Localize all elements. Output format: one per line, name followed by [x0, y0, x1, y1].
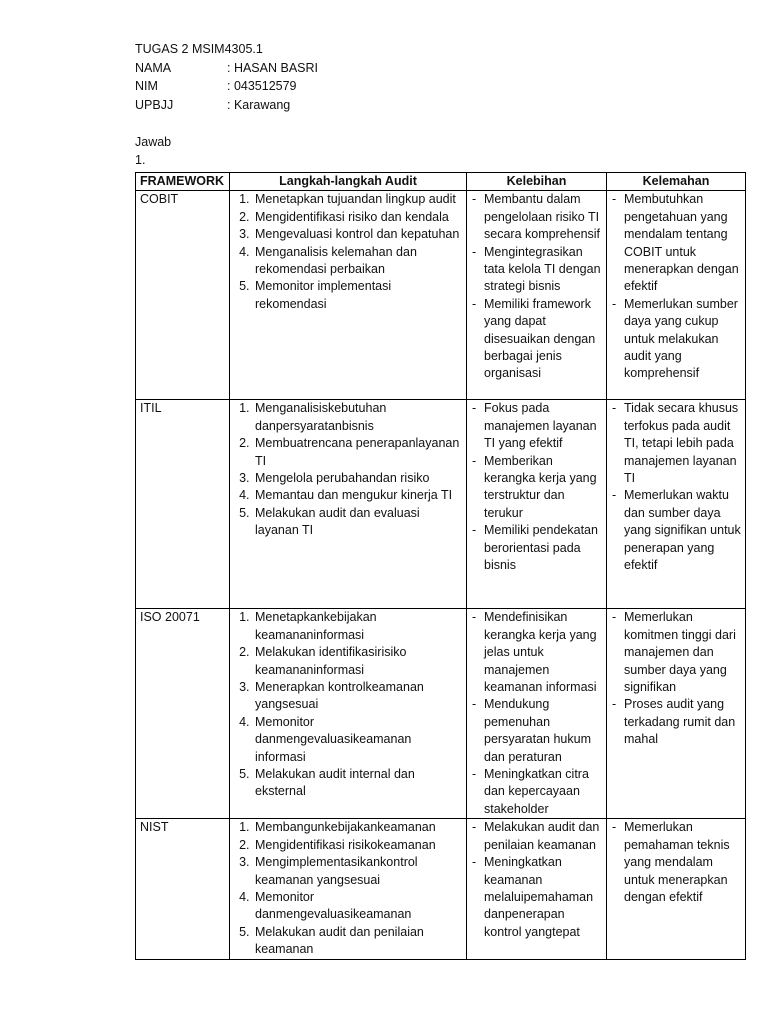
document-header — [135, 40, 318, 114]
cons-cell — [607, 191, 746, 400]
field-value: : 043512579 — [227, 79, 297, 93]
pros-cell — [467, 400, 607, 609]
pros-list — [471, 819, 602, 941]
field-upbjj — [135, 96, 318, 115]
field-value: : Karawang — [227, 97, 291, 112]
pros-cell — [467, 609, 607, 819]
answer-label: Jawab — [135, 135, 172, 149]
steps-list — [234, 400, 462, 539]
steps-list — [234, 819, 462, 958]
table-header-row — [136, 173, 746, 191]
list-item: - Fokus pada manajemen layanan TI yang efektif — [484, 400, 602, 452]
field-nim — [135, 77, 318, 96]
list-item: - Memerlukan sumber daya yang cukup untuk melakukan audit yang komprehensif — [624, 296, 741, 383]
list-item: 1. Menganalisiskebutuhan danpersyaratanbisnis — [253, 400, 462, 435]
cons-cell — [607, 819, 746, 959]
steps-cell — [230, 609, 467, 819]
list-item: 1. Menetapkan tujuandan lingkup audit — [253, 191, 462, 208]
field-label: NAMA — [135, 60, 172, 75]
field-nama — [135, 59, 318, 78]
audit-framework-table — [135, 172, 746, 960]
list-item: 4. Menganalisis kelemahan dan rekomendasi perbaikan — [253, 244, 462, 279]
list-item: 2. Membuatrencana penerapanlayanan TI — [253, 435, 462, 470]
header-framework: FRAMEWORK — [136, 173, 230, 191]
table-row — [136, 609, 746, 819]
cons-cell — [607, 400, 746, 609]
list-item: - Meningkatkan keamanan melaluipemahaman danpenerapan kontrol yangtepat — [484, 854, 602, 941]
field-value: : HASAN BASRI — [227, 60, 318, 75]
pros-cell — [467, 191, 607, 400]
steps-list — [234, 609, 462, 800]
cons-list — [611, 609, 741, 748]
table-row — [136, 819, 746, 959]
list-item: 2. Mengidentifikasi risikokeamanan — [253, 837, 462, 854]
list-item: 2. Melakukan identifikasirisiko keamananinformasi — [253, 644, 462, 679]
list-item: - Mendefinisikan kerangka kerja yang jelas untuk manajemen keamanan informasi — [484, 609, 602, 696]
list-item: - Melakukan audit dan penilaian keamanan — [484, 819, 602, 854]
list-item: - Proses audit yang terkadang rumit dan mahal — [624, 696, 741, 748]
header-pros: Kelebihan — [467, 173, 607, 191]
list-item: - Mendukung pemenuhan persyaratan hukum dan peraturan — [484, 696, 602, 766]
list-item: 3. Mengelola perubahandan risiko — [253, 470, 462, 487]
list-item: 5. Melakukan audit internal dan eksternal — [253, 766, 462, 801]
list-item: - Memerlukan pemahaman teknis yang mendalam untuk menerapkan dengan efektif — [624, 819, 741, 906]
list-item: 3. Mengevaluasi kontrol dan kepatuhan — [253, 226, 462, 243]
pros-list — [471, 400, 602, 574]
steps-cell — [230, 191, 467, 400]
list-item: 1. Membangunkebijakankeamanan — [253, 819, 462, 836]
pros-list — [471, 609, 602, 818]
framework-cell: ITIL — [136, 400, 230, 609]
list-item: 5. Melakukan audit dan evaluasi layanan TI — [253, 505, 462, 540]
list-item: - Memiliki pendekatan berorientasi pada bisnis — [484, 522, 602, 574]
framework-cell: COBIT — [136, 191, 230, 400]
header-steps: Langkah-langkah Audit — [230, 173, 467, 191]
list-item: 4. Memonitor danmengevaluasikeamanan — [253, 889, 462, 924]
answer-number: 1. — [135, 152, 146, 167]
steps-cell — [230, 819, 467, 959]
list-item: 1. Menetapkankebijakan keamananinformasi — [253, 609, 462, 644]
list-item: 5. Melakukan audit dan penilaian keamanan — [253, 924, 462, 959]
field-label: UPBJJ — [135, 97, 174, 112]
list-item: - Memerlukan waktu dan sumber daya yang signifikan untuk penerapan yang efektif — [624, 487, 741, 574]
cons-list — [611, 400, 741, 574]
framework-cell: ISO 20071 — [136, 609, 230, 819]
list-item: - Tidak secara khusus terfokus pada audit TI, tetapi lebih pada manajemen layanan TI — [624, 400, 741, 487]
framework-cell: NIST — [136, 819, 230, 959]
assignment-title: TUGAS 2 MSIM4305.1 — [135, 42, 263, 56]
list-item: 4. Memonitor danmengevaluasikeamanan informasi — [253, 714, 462, 766]
list-item: 3. Menerapkan kontrolkeamanan yangsesuai — [253, 679, 462, 714]
answer-heading — [135, 134, 171, 169]
list-item: 3. Mengimplementasikankontrol keamanan yangsesuai — [253, 854, 462, 889]
list-item: 2. Mengidentifikasi risiko dan kendala — [253, 209, 462, 226]
list-item: - Memiliki framework yang dapat disesuaikan dengan berbagai jenis organisasi — [484, 296, 602, 383]
table-row — [136, 191, 746, 400]
table-row — [136, 400, 746, 609]
list-item: - Memberikan kerangka kerja yang terstruktur dan terukur — [484, 453, 602, 523]
pros-cell — [467, 819, 607, 959]
list-item: - Memerlukan komitmen tinggi dari manajemen dan sumber daya yang signifikan — [624, 609, 741, 696]
pros-list — [471, 191, 602, 382]
cons-cell — [607, 609, 746, 819]
list-item: - Membutuhkan pengetahuan yang mendalam tentang COBIT untuk menerapkan dengan efektif — [624, 191, 741, 295]
list-item: - Meningkatkan citra dan kepercayaan stakeholder — [484, 766, 602, 818]
list-item: - Mengintegrasikan tata kelola TI dengan strategi bisnis — [484, 244, 602, 296]
field-label: NIM — [135, 79, 158, 93]
steps-list — [234, 191, 462, 313]
cons-list — [611, 191, 741, 382]
list-item: 4. Memantau dan mengukur kinerja TI — [253, 487, 462, 504]
list-item: - Membantu dalam pengelolaan risiko TI secara komprehensif — [484, 191, 602, 243]
list-item: 5. Memonitor implementasi rekomendasi — [253, 278, 462, 313]
header-cons: Kelemahan — [607, 173, 746, 191]
cons-list — [611, 819, 741, 906]
steps-cell — [230, 400, 467, 609]
